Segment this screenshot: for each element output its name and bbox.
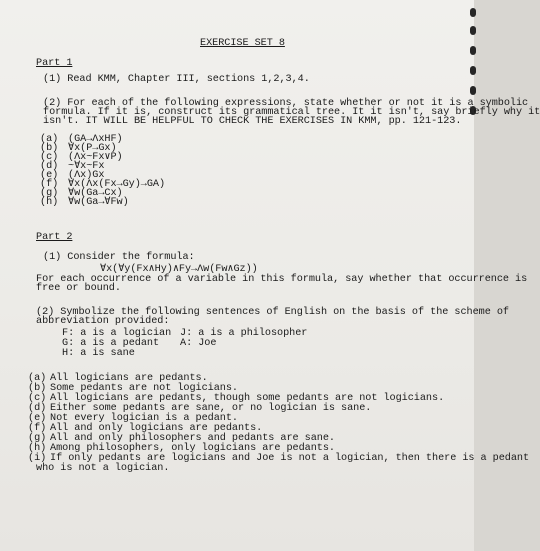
expression-text: ∀x(P→Gx): [68, 143, 117, 154]
part1-question2-line3: isn't. IT WILL BE HELPFUL TO CHECK THE EXERCISES IN KMM, pp. 121-123.: [43, 116, 462, 127]
expression-text: ∀w(Ga→∀Fw): [68, 197, 129, 208]
expression-text: (Λx)Gx: [68, 170, 105, 181]
part2-question2-line2: abbreviation provided:: [36, 316, 170, 327]
expression-label: (c): [40, 152, 59, 163]
expression-label: (d): [40, 161, 59, 172]
expression-text: ~∀x~Fx: [68, 161, 105, 172]
expression-label: (h): [40, 197, 59, 208]
sentence-text: All logicians are pedants.: [50, 373, 208, 384]
part2-question1-intro: (1) Consider the formula:: [43, 252, 195, 263]
expression-text: ∀x(Λx(Fx→Gy)→GA): [68, 179, 166, 190]
sentence-label: (i): [28, 453, 47, 464]
sentence-label: (g): [28, 433, 47, 444]
sentence-text: All logicians are pedants, though some pedants are not logicians.: [50, 393, 445, 404]
expression-label: (b): [40, 143, 59, 154]
sentence-i-continuation: who is not a logician.: [36, 463, 170, 474]
part2-question1-line1: For each occurrence of a variable in this formula, say whether that occurrence is: [36, 274, 528, 285]
sentence-label: (e): [28, 413, 47, 424]
expression-item: [40, 197, 129, 208]
part1-question1: (1) Read KMM, Chapter III, sections 1,2,3,4.: [43, 74, 310, 85]
exercise-title: EXERCISE SET 8: [200, 38, 285, 49]
sentence-text: All and only philosophers and pedants are sane.: [50, 433, 335, 444]
abbreviation-right: A: Joe: [180, 338, 217, 349]
expression-label: (g): [40, 188, 59, 199]
abbreviation-left: H: a is sane: [62, 348, 135, 359]
abbreviation-left: G: a is a pedant: [62, 338, 160, 349]
sentence-text: Among philosophers, only logicians are pedants.: [50, 443, 335, 454]
part2-heading: Part 2: [36, 232, 73, 243]
sentence-label: (a): [28, 373, 47, 384]
expression-text: (GA→ΛxHF): [68, 134, 123, 145]
part2-question2-line1: (2) Symbolize the following sentences of English on the basis of the scheme of: [36, 307, 509, 318]
sentence-text: All and only logicians are pedants.: [50, 423, 263, 434]
expression-label: (f): [40, 179, 59, 190]
expression-label: (e): [40, 170, 59, 181]
part1-question2-line2: formula. If it is, construct its grammatical tree. It it isn't, say briefly why it: [43, 107, 540, 118]
abbreviation-right: J: a is a philosopher: [180, 328, 308, 339]
sentence-label: (d): [28, 403, 47, 414]
part1-heading: Part 1: [36, 58, 73, 69]
part2-question1-line2: free or bound.: [36, 283, 121, 294]
sentence-text: Not every logician is a pedant.: [50, 413, 238, 424]
sentence-label: (c): [28, 393, 47, 404]
sentence-label: (h): [28, 443, 47, 454]
sentence-label: (f): [28, 423, 47, 434]
sentence-text: Some pedants are not logicians.: [50, 383, 238, 394]
sentence-text: Either some pedants are sane, or no logician is sane.: [50, 403, 372, 414]
expression-text: (Λx~Fx∨P): [68, 152, 123, 163]
abbreviation-left: F: a is a logician: [62, 328, 172, 339]
part1-question2-line1: (2) For each of the following expressions, state whether or not it is a symbolic: [43, 98, 529, 109]
expression-label: (a): [40, 134, 59, 145]
sentence-text: If only pedants are logicians and Joe is not a logician, then there is a pedant: [50, 453, 530, 464]
expression-text: ∀w(Ga→Cx): [68, 188, 123, 199]
formula: ∀x(∀y(Fx∧Hy)∧Fy→Λw(Fw∧Gz)): [100, 264, 258, 275]
sentence-label: (b): [28, 383, 47, 394]
